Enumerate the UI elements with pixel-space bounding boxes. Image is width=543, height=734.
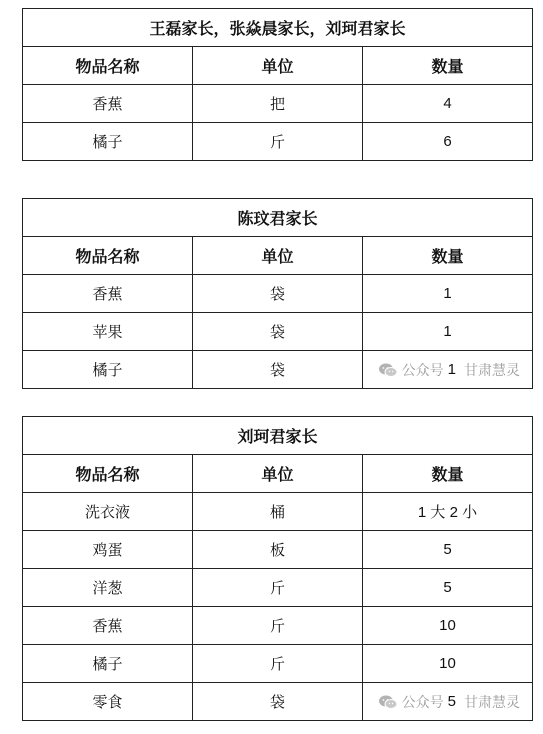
header-row (23, 455, 533, 493)
qty-cell-watermarked (363, 683, 533, 721)
item-cell: 橘子 (23, 645, 193, 683)
table-row (23, 123, 533, 161)
unit-cell: 袋 (193, 313, 363, 351)
qty-value: 1 (447, 361, 457, 378)
item-cell: 苹果 (23, 313, 193, 351)
item-cell: 鸡蛋 (23, 531, 193, 569)
qty-cell: 10 (363, 645, 533, 683)
column-header-item: 物品名称 (23, 47, 193, 85)
unit-cell: 把 (193, 85, 363, 123)
item-cell: 橘子 (23, 123, 193, 161)
watermark-prefix: 公众号 (401, 362, 444, 379)
table-row (23, 313, 533, 351)
item-cell: 香蕉 (23, 85, 193, 123)
column-header-qty: 数量 (363, 455, 533, 493)
item-cell: 零食 (23, 683, 193, 721)
watermark-prefix: 公众号 (401, 694, 444, 711)
table-1 (22, 8, 533, 161)
qty-cell: 10 (363, 607, 533, 645)
unit-cell: 斤 (193, 645, 363, 683)
table-row (23, 531, 533, 569)
header-row (23, 47, 533, 85)
unit-cell: 斤 (193, 569, 363, 607)
wechat-icon (378, 694, 398, 710)
table-row (23, 683, 533, 721)
unit-cell: 板 (193, 531, 363, 569)
table-row (23, 351, 533, 389)
table-title: 陈玟君家长 (23, 199, 533, 237)
watermark-name: 甘肃慧灵 (464, 362, 521, 379)
table-row (23, 85, 533, 123)
item-cell: 橘子 (23, 351, 193, 389)
item-cell: 洗衣液 (23, 493, 193, 531)
table-row (23, 493, 533, 531)
qty-cell: 1 (363, 313, 533, 351)
unit-cell: 斤 (193, 607, 363, 645)
header-row (23, 237, 533, 275)
item-cell: 香蕉 (23, 607, 193, 645)
qty-cell: 1 (363, 275, 533, 313)
watermark (378, 683, 520, 720)
column-header-qty: 数量 (363, 47, 533, 85)
wechat-icon (378, 362, 398, 378)
qty-cell-watermarked (363, 351, 533, 389)
unit-cell: 袋 (193, 351, 363, 389)
qty-cell: 5 (363, 531, 533, 569)
unit-cell: 桶 (193, 493, 363, 531)
table-row (23, 275, 533, 313)
table-row (23, 607, 533, 645)
table-title: 王磊家长，张焱晨家长，刘珂君家长 (23, 9, 533, 47)
column-header-unit: 单位 (193, 47, 363, 85)
column-header-qty: 数量 (363, 237, 533, 275)
item-cell: 香蕉 (23, 275, 193, 313)
table-row (23, 569, 533, 607)
unit-cell: 斤 (193, 123, 363, 161)
table-title: 刘珂君家长 (23, 417, 533, 455)
watermark (378, 351, 520, 388)
column-header-unit: 单位 (193, 237, 363, 275)
column-header-unit: 单位 (193, 455, 363, 493)
watermark-name: 甘肃慧灵 (464, 694, 521, 711)
qty-cell: 1 大 2 小 (363, 493, 533, 531)
table-2 (22, 198, 533, 389)
qty-value: 5 (447, 693, 457, 710)
qty-cell: 6 (363, 123, 533, 161)
item-cell: 洋葱 (23, 569, 193, 607)
column-header-item: 物品名称 (23, 237, 193, 275)
qty-cell: 5 (363, 569, 533, 607)
table-row (23, 645, 533, 683)
table-3 (22, 416, 533, 721)
qty-cell: 4 (363, 85, 533, 123)
column-header-item: 物品名称 (23, 455, 193, 493)
unit-cell: 袋 (193, 275, 363, 313)
unit-cell: 袋 (193, 683, 363, 721)
